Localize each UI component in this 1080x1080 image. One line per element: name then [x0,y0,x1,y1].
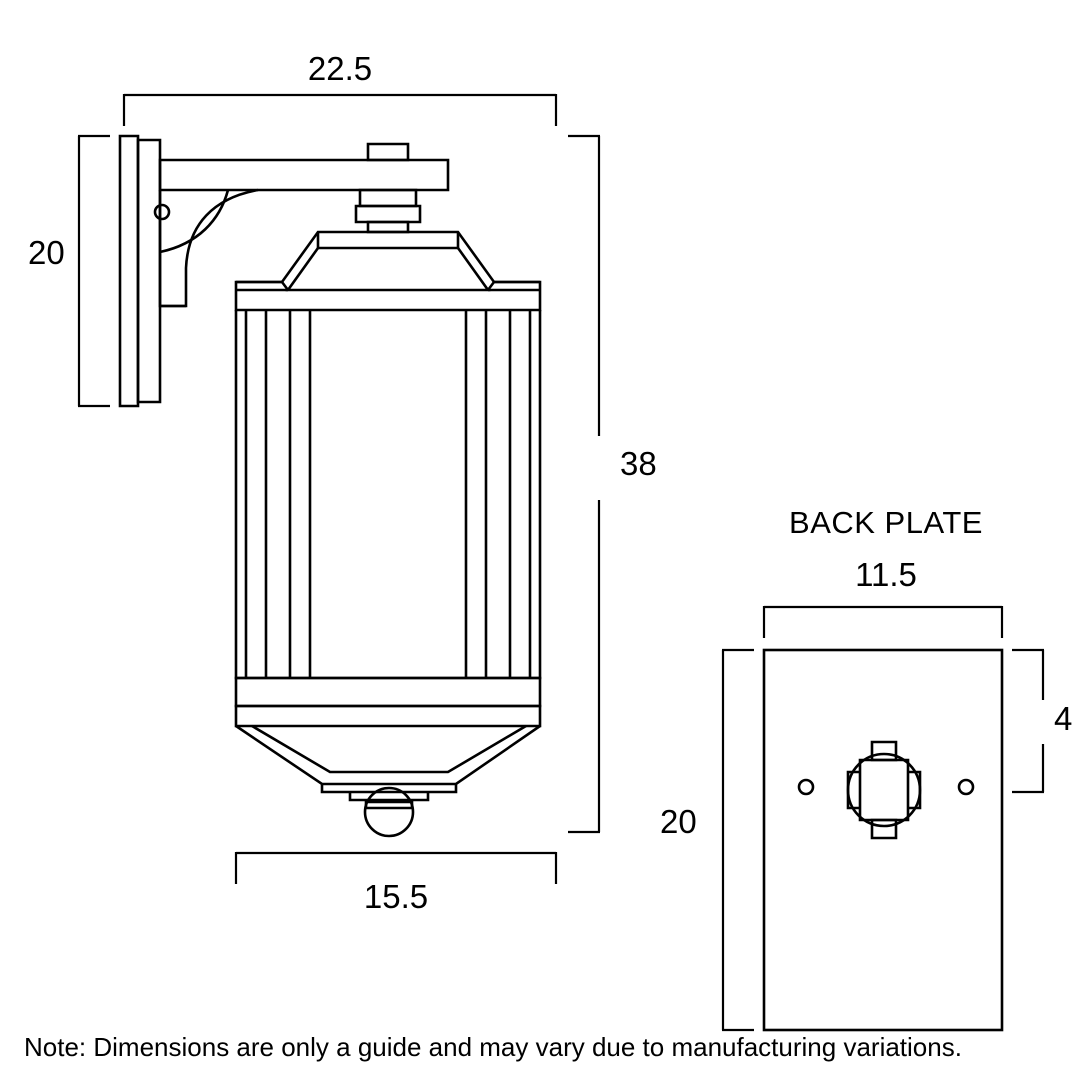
back-plate-screw-holes [799,780,973,794]
dim-label-back-plate-width: 11.5 [855,556,917,593]
dim-label-overall-height: 38 [620,445,657,482]
dim-label-lantern-width: 15.5 [363,878,429,915]
drawing-note: Note: Dimensions are only a guide and may vary due to manufacturing variations. [24,1032,962,1062]
dim-11-5-leader [764,606,1002,638]
dim-label-back-plate-depth: 4 [1054,700,1073,737]
lantern-roof [236,232,540,310]
dim-4-leader [1012,650,1044,792]
bottom-finial-ball [365,788,413,836]
lantern-bottom-band [236,678,540,726]
dim-20-backplate-leader [722,650,754,1030]
dim-20-left-leader [78,136,110,406]
top-stem-finial [356,144,420,232]
dim-label-bracket-height: 20 [28,234,65,271]
dim-38-leader [568,136,600,832]
wall-mount-plate [120,136,160,406]
dim-label-back-plate-height: 20 [660,803,697,840]
lantern-body-glass [236,310,540,678]
back-plate-center-boss [848,742,920,838]
dim-label-overall-projection: 22.5 [307,50,373,87]
back-plate-title: BACK PLATE [789,505,983,540]
dim-22-5-leader [124,94,556,126]
back-plate-outline [764,650,1002,1030]
lantern-base-taper [236,726,540,808]
